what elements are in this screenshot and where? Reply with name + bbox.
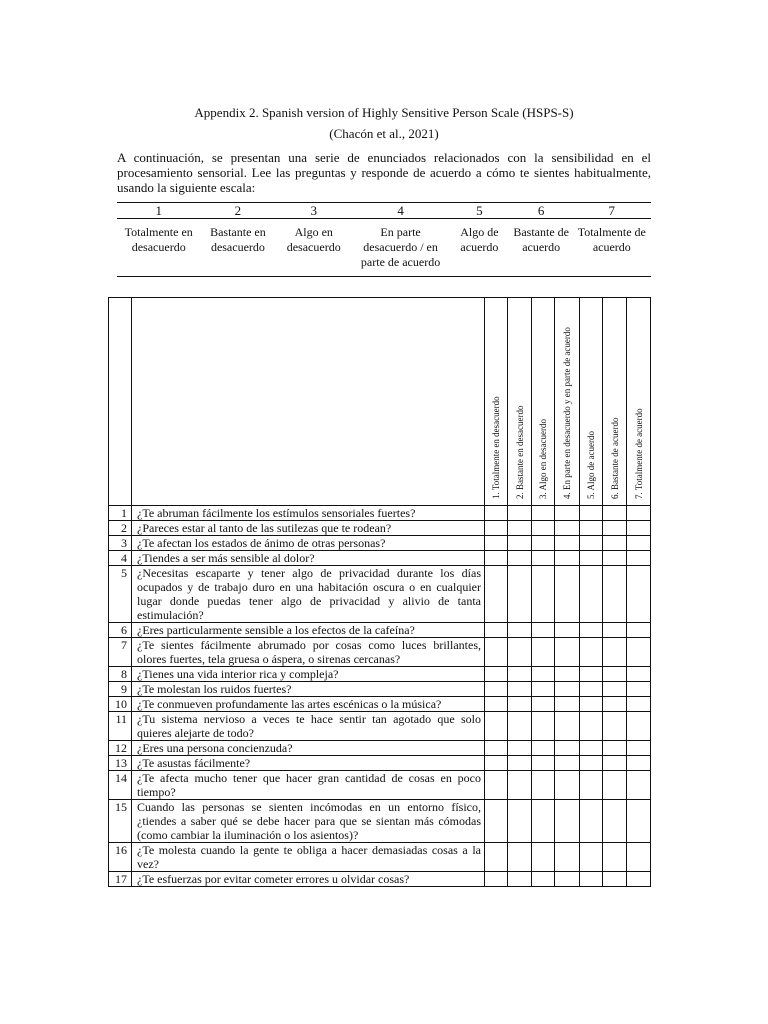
table-row bbox=[109, 697, 651, 712]
item-number: 8 bbox=[109, 667, 132, 682]
response-cell[interactable] bbox=[555, 623, 580, 638]
item-number: 1 bbox=[109, 506, 132, 521]
response-cell[interactable] bbox=[485, 623, 508, 638]
response-cell[interactable] bbox=[580, 521, 603, 536]
scale-number: 1 bbox=[117, 203, 200, 219]
intro-paragraph: A continuación, se presentan una serie de enunciados relacionados con la sensibilidad en el procesamiento sensorial. Lee las preguntas y responde de acuerdo a cómo te sientes habitualmente, usando la siguiente escala: bbox=[117, 150, 651, 195]
item-question: ¿Necesitas escaparte y tener algo de privacidad durante los días ocupados y de trabajo duro en una habitación oscura o en cualquier lugar donde puedas tener algo de privacidad y alivio de tanta estimulación? bbox=[132, 566, 485, 623]
response-cell[interactable] bbox=[603, 623, 627, 638]
response-cell[interactable] bbox=[580, 536, 603, 551]
response-cell[interactable] bbox=[627, 872, 651, 887]
response-cell[interactable] bbox=[627, 800, 651, 843]
response-cell[interactable] bbox=[603, 872, 627, 887]
item-question: ¿Te afectan los estados de ánimo de otras personas? bbox=[132, 536, 485, 551]
scale-number: 2 bbox=[200, 203, 275, 219]
response-cell[interactable] bbox=[485, 551, 508, 566]
response-cell[interactable] bbox=[555, 506, 580, 521]
response-cell[interactable] bbox=[580, 506, 603, 521]
response-cell[interactable] bbox=[555, 843, 580, 872]
item-number: 11 bbox=[109, 712, 132, 741]
item-number: 5 bbox=[109, 566, 132, 623]
response-cell[interactable] bbox=[627, 712, 651, 741]
response-cell[interactable] bbox=[627, 697, 651, 712]
response-cell[interactable] bbox=[555, 756, 580, 771]
response-cell[interactable] bbox=[603, 566, 627, 623]
response-cell[interactable] bbox=[485, 771, 508, 800]
response-cell[interactable] bbox=[532, 697, 555, 712]
column-label: 2. Bastante en desacuerdo bbox=[514, 405, 525, 499]
item-question: ¿Te asustas fácilmente? bbox=[132, 756, 485, 771]
response-column-header bbox=[485, 298, 508, 506]
column-label: 1. Totalmente en desacuerdo bbox=[491, 396, 501, 499]
response-cell[interactable] bbox=[485, 506, 508, 521]
item-number: 6 bbox=[109, 623, 132, 638]
response-cell[interactable] bbox=[603, 741, 627, 756]
item-number: 17 bbox=[109, 872, 132, 887]
response-cell[interactable] bbox=[555, 682, 580, 697]
response-cell[interactable] bbox=[508, 843, 532, 872]
item-question: ¿Tiendes a ser más sensible al dolor? bbox=[132, 551, 485, 566]
question-header bbox=[132, 298, 485, 506]
response-cell[interactable] bbox=[580, 843, 603, 872]
table-row bbox=[109, 521, 651, 536]
response-cell[interactable] bbox=[485, 712, 508, 741]
response-cell[interactable] bbox=[485, 843, 508, 872]
response-cell[interactable] bbox=[508, 712, 532, 741]
table-row bbox=[109, 771, 651, 800]
response-cell[interactable] bbox=[508, 667, 532, 682]
response-cell[interactable] bbox=[580, 667, 603, 682]
response-cell[interactable] bbox=[508, 800, 532, 843]
scale-label: Bastante de acuerdo bbox=[510, 219, 573, 277]
response-cell[interactable] bbox=[485, 800, 508, 843]
column-label: 4. En parte en desacuerdo y en parte de acuerdo bbox=[562, 327, 572, 499]
scale-number: 5 bbox=[449, 203, 510, 219]
response-cell[interactable] bbox=[485, 536, 508, 551]
response-column-header bbox=[627, 298, 651, 506]
response-cell[interactable] bbox=[603, 551, 627, 566]
response-cell[interactable] bbox=[603, 536, 627, 551]
response-cell[interactable] bbox=[485, 667, 508, 682]
response-cell[interactable] bbox=[580, 697, 603, 712]
response-cell[interactable] bbox=[603, 521, 627, 536]
response-cell[interactable] bbox=[603, 771, 627, 800]
response-cell[interactable] bbox=[627, 551, 651, 566]
response-cell[interactable] bbox=[532, 756, 555, 771]
response-cell[interactable] bbox=[627, 566, 651, 623]
response-column-header bbox=[508, 298, 532, 506]
table-row bbox=[109, 682, 651, 697]
response-cell[interactable] bbox=[532, 667, 555, 682]
response-column-header bbox=[532, 298, 555, 506]
response-cell[interactable] bbox=[555, 872, 580, 887]
response-column-header bbox=[555, 298, 580, 506]
response-cell[interactable] bbox=[555, 712, 580, 741]
response-cell[interactable] bbox=[508, 521, 532, 536]
response-cell[interactable] bbox=[580, 741, 603, 756]
response-cell[interactable] bbox=[627, 623, 651, 638]
response-cell[interactable] bbox=[532, 843, 555, 872]
table-row bbox=[109, 843, 651, 872]
item-question: Cuando las personas se sienten incómodas en un entorno físico, ¿tiendes a saber qué se debe hacer para que se sientan más cómodas (como cambiar la iluminación o los asientos)? bbox=[132, 800, 485, 843]
item-number: 14 bbox=[109, 771, 132, 800]
response-cell[interactable] bbox=[580, 771, 603, 800]
response-cell[interactable] bbox=[508, 506, 532, 521]
response-cell[interactable] bbox=[555, 638, 580, 667]
document-title: Appendix 2. Spanish version of Highly Sensitive Person Scale (HSPS-S) bbox=[194, 105, 574, 120]
scale-label: Algo en desacuerdo bbox=[275, 219, 352, 277]
item-question: ¿Te molesta cuando la gente te obliga a hacer demasiadas cosas a la vez? bbox=[132, 843, 485, 872]
table-row bbox=[109, 712, 651, 741]
item-question: ¿Te esfuerzas por evitar cometer errores u olvidar cosas? bbox=[132, 872, 485, 887]
table-row bbox=[109, 536, 651, 551]
response-cell[interactable] bbox=[532, 682, 555, 697]
table-row bbox=[109, 566, 651, 623]
response-cell[interactable] bbox=[580, 756, 603, 771]
scale-label: Totalmente en desacuerdo bbox=[117, 219, 200, 277]
item-number: 9 bbox=[109, 682, 132, 697]
response-cell[interactable] bbox=[580, 872, 603, 887]
item-question: ¿Pareces estar al tanto de las sutilezas que te rodean? bbox=[132, 521, 485, 536]
column-label: 6. Bastante de acuerdo bbox=[609, 417, 620, 499]
questionnaire-table bbox=[108, 297, 651, 887]
response-cell[interactable] bbox=[485, 697, 508, 712]
item-question: ¿Te molestan los ruidos fuertes? bbox=[132, 682, 485, 697]
table-row bbox=[109, 667, 651, 682]
scale-label: Bastante en desacuerdo bbox=[200, 219, 275, 277]
response-cell[interactable] bbox=[603, 843, 627, 872]
response-cell[interactable] bbox=[627, 771, 651, 800]
response-cell[interactable] bbox=[532, 566, 555, 623]
response-cell[interactable] bbox=[532, 741, 555, 756]
response-cell[interactable] bbox=[603, 697, 627, 712]
response-cell[interactable] bbox=[532, 638, 555, 667]
item-number: 15 bbox=[109, 800, 132, 843]
item-number: 13 bbox=[109, 756, 132, 771]
response-cell[interactable] bbox=[532, 506, 555, 521]
item-number: 10 bbox=[109, 697, 132, 712]
column-label: 7. Totalmente de acuerdo bbox=[633, 408, 644, 499]
response-cell[interactable] bbox=[603, 506, 627, 521]
item-question: ¿Tu sistema nervioso a veces te hace sentir tan agotado que solo quieres alejarte de todo? bbox=[132, 712, 485, 741]
table-row bbox=[109, 506, 651, 521]
response-cell[interactable] bbox=[603, 667, 627, 682]
column-label: 3. Algo en desacuerdo bbox=[538, 419, 548, 499]
table-row bbox=[109, 872, 651, 887]
response-cell[interactable] bbox=[580, 712, 603, 741]
item-number: 2 bbox=[109, 521, 132, 536]
response-cell[interactable] bbox=[508, 697, 532, 712]
response-cell[interactable] bbox=[555, 536, 580, 551]
response-cell[interactable] bbox=[508, 623, 532, 638]
response-cell[interactable] bbox=[627, 843, 651, 872]
response-cell[interactable] bbox=[485, 566, 508, 623]
response-cell[interactable] bbox=[532, 623, 555, 638]
response-cell[interactable] bbox=[532, 800, 555, 843]
item-question: ¿Te afecta mucho tener que hacer gran cantidad de cosas en poco tiempo? bbox=[132, 771, 485, 800]
scale-number: 3 bbox=[275, 203, 352, 219]
response-cell[interactable] bbox=[485, 638, 508, 667]
response-cell[interactable] bbox=[627, 682, 651, 697]
response-cell[interactable] bbox=[555, 566, 580, 623]
response-cell[interactable] bbox=[532, 521, 555, 536]
response-cell[interactable] bbox=[485, 872, 508, 887]
item-number: 16 bbox=[109, 843, 132, 872]
response-cell[interactable] bbox=[508, 756, 532, 771]
scale-number: 4 bbox=[352, 203, 449, 219]
response-cell[interactable] bbox=[532, 771, 555, 800]
response-cell[interactable] bbox=[532, 712, 555, 741]
response-cell[interactable] bbox=[627, 521, 651, 536]
item-question: ¿Eres particularmente sensible a los efectos de la cafeína? bbox=[132, 623, 485, 638]
scale-label: Totalmente de acuerdo bbox=[573, 219, 651, 277]
response-cell[interactable] bbox=[508, 741, 532, 756]
response-cell[interactable] bbox=[603, 800, 627, 843]
number-header bbox=[109, 298, 132, 506]
response-cell[interactable] bbox=[508, 771, 532, 800]
response-cell[interactable] bbox=[603, 638, 627, 667]
item-number: 7 bbox=[109, 638, 132, 667]
table-row bbox=[109, 800, 651, 843]
response-cell[interactable] bbox=[508, 638, 532, 667]
response-cell[interactable] bbox=[508, 536, 532, 551]
response-cell[interactable] bbox=[532, 551, 555, 566]
response-cell[interactable] bbox=[627, 667, 651, 682]
response-cell[interactable] bbox=[485, 682, 508, 697]
response-cell[interactable] bbox=[603, 712, 627, 741]
response-cell[interactable] bbox=[603, 682, 627, 697]
scale-number: 6 bbox=[510, 203, 573, 219]
item-question: ¿Te abruman fácilmente los estímulos sensoriales fuertes? bbox=[132, 506, 485, 521]
response-cell[interactable] bbox=[555, 667, 580, 682]
response-cell[interactable] bbox=[508, 551, 532, 566]
response-cell[interactable] bbox=[555, 697, 580, 712]
item-question: ¿Eres una persona concienzuda? bbox=[132, 741, 485, 756]
response-cell[interactable] bbox=[555, 771, 580, 800]
item-number: 3 bbox=[109, 536, 132, 551]
table-row bbox=[109, 741, 651, 756]
item-number: 4 bbox=[109, 551, 132, 566]
response-cell[interactable] bbox=[627, 741, 651, 756]
response-cell[interactable] bbox=[580, 551, 603, 566]
table-row bbox=[109, 756, 651, 771]
response-cell[interactable] bbox=[627, 536, 651, 551]
scale-label: Algo de acuerdo bbox=[449, 219, 510, 277]
response-cell[interactable] bbox=[580, 800, 603, 843]
response-cell[interactable] bbox=[532, 872, 555, 887]
response-cell[interactable] bbox=[555, 800, 580, 843]
item-question: ¿Te conmueven profundamente las artes escénicas o la música? bbox=[132, 697, 485, 712]
table-row bbox=[109, 551, 651, 566]
response-cell[interactable] bbox=[508, 872, 532, 887]
response-cell[interactable] bbox=[627, 638, 651, 667]
item-question: ¿Tienes una vida interior rica y compleja? bbox=[132, 667, 485, 682]
response-cell[interactable] bbox=[555, 741, 580, 756]
response-cell[interactable] bbox=[485, 521, 508, 536]
citation: (Chacón et al., 2021) bbox=[329, 126, 439, 141]
response-cell[interactable] bbox=[580, 566, 603, 623]
response-cell[interactable] bbox=[508, 566, 532, 623]
rating-scale-table bbox=[117, 202, 651, 277]
table-row bbox=[109, 638, 651, 667]
response-cell[interactable] bbox=[580, 682, 603, 697]
scale-number: 7 bbox=[573, 203, 651, 219]
response-cell[interactable] bbox=[555, 551, 580, 566]
response-cell[interactable] bbox=[627, 756, 651, 771]
response-cell[interactable] bbox=[603, 756, 627, 771]
response-cell[interactable] bbox=[580, 638, 603, 667]
scale-label: En parte desacuerdo / en parte de acuerdo bbox=[352, 219, 449, 277]
response-cell[interactable] bbox=[485, 741, 508, 756]
response-column-header bbox=[603, 298, 627, 506]
column-label: 5. Algo de acuerdo bbox=[586, 431, 596, 499]
item-question: ¿Te sientes fácilmente abrumado por cosas como luces brillantes, olores fuertes, tela gruesa o áspera, o sirenas cercanas? bbox=[132, 638, 485, 667]
response-cell[interactable] bbox=[627, 506, 651, 521]
response-cell[interactable] bbox=[580, 623, 603, 638]
table-row bbox=[109, 623, 651, 638]
response-cell[interactable] bbox=[508, 682, 532, 697]
item-number: 12 bbox=[109, 741, 132, 756]
response-column-header bbox=[580, 298, 603, 506]
response-cell[interactable] bbox=[485, 756, 508, 771]
response-cell[interactable] bbox=[532, 536, 555, 551]
response-cell[interactable] bbox=[555, 521, 580, 536]
